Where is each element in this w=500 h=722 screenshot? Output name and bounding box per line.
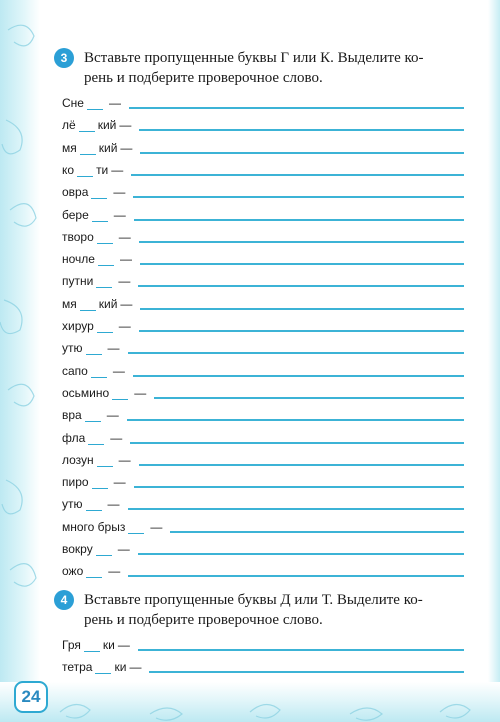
task3-row	[62, 311, 464, 333]
task-3-header	[54, 48, 474, 88]
dash: —	[119, 252, 132, 267]
dash: —	[117, 542, 130, 556]
word-part-before: мя	[62, 296, 77, 311]
task3-row	[62, 88, 464, 110]
task3-row	[62, 400, 464, 422]
missing-letter-blank[interactable]	[91, 187, 107, 199]
answer-line[interactable]	[139, 327, 464, 332]
missing-letter-blank[interactable]	[91, 366, 107, 378]
dash: —	[117, 638, 130, 652]
word-part-before: фла	[62, 430, 86, 445]
dash: —	[107, 341, 120, 356]
dash: —	[118, 229, 131, 244]
dash: —	[118, 274, 131, 289]
answer-line[interactable]	[134, 483, 464, 488]
dash: —	[111, 162, 124, 177]
answer-line[interactable]	[140, 260, 464, 265]
missing-letter-blank[interactable]	[87, 98, 103, 110]
answer-line[interactable]	[134, 216, 464, 221]
answer-line[interactable]	[131, 171, 464, 176]
word-part-before: овра	[62, 185, 89, 200]
dash: —	[113, 207, 126, 222]
task-3-instruction-line-2: рень и подберите проверочное слово.	[84, 70, 323, 86]
task3-row	[62, 378, 464, 400]
missing-letter-blank[interactable]	[80, 143, 96, 155]
word-part-before: вокру	[62, 542, 93, 556]
task3-row	[62, 177, 464, 199]
task3-row	[62, 266, 464, 288]
word-part-before: путни	[62, 274, 94, 289]
word-part-after: ки	[102, 638, 115, 652]
task3-row	[62, 423, 464, 445]
word-part-before: ночле	[62, 252, 95, 267]
task-3-instruction-line-1: Вставьте пропущенные буквы Г или К. Выделите ко-	[84, 50, 424, 66]
answer-line[interactable]	[139, 238, 464, 243]
word-part-before: Гря	[62, 638, 81, 652]
missing-letter-blank[interactable]	[97, 232, 113, 244]
task3-row	[62, 200, 464, 222]
missing-letter-blank[interactable]	[128, 522, 144, 534]
dash: —	[113, 185, 126, 200]
dash: —	[118, 319, 131, 333]
word-part-before: ожо	[62, 564, 84, 579]
missing-letter-blank[interactable]	[80, 299, 96, 311]
dash: —	[129, 660, 142, 674]
task3-row	[62, 356, 464, 378]
missing-letter-blank[interactable]	[88, 433, 104, 445]
dash: —	[119, 118, 132, 133]
task3-row	[62, 244, 464, 266]
task3-row	[62, 467, 464, 489]
word-part-after: кий	[98, 296, 118, 311]
missing-letter-blank[interactable]	[86, 499, 102, 511]
word-part-before: лё	[62, 118, 76, 133]
word-part-before: сапо	[62, 363, 88, 378]
answer-line[interactable]	[140, 149, 464, 154]
word-part-before: вра	[62, 408, 82, 423]
word-part-before: Сне	[62, 96, 84, 110]
task3-row	[62, 222, 464, 244]
answer-line[interactable]	[129, 104, 464, 109]
dash: —	[120, 140, 133, 155]
missing-letter-blank[interactable]	[97, 321, 113, 333]
answer-line[interactable]	[170, 528, 464, 533]
task3-row	[62, 289, 464, 311]
answer-line[interactable]	[133, 372, 464, 377]
missing-letter-blank[interactable]	[96, 276, 112, 288]
answer-line[interactable]	[154, 394, 464, 399]
missing-letter-blank[interactable]	[112, 388, 128, 400]
answer-line[interactable]	[128, 572, 464, 577]
answer-line[interactable]	[128, 349, 465, 354]
task3-row	[62, 512, 464, 534]
missing-letter-blank[interactable]	[96, 544, 112, 556]
dash: —	[118, 452, 131, 467]
answer-line[interactable]	[139, 126, 464, 131]
answer-line[interactable]	[138, 646, 464, 651]
dash: —	[112, 363, 125, 378]
task-4-instruction-line-2: рень и подберите проверочное слово.	[84, 612, 323, 628]
dash: —	[108, 564, 121, 579]
answer-line[interactable]	[138, 282, 464, 287]
missing-letter-blank[interactable]	[95, 662, 111, 674]
dash: —	[113, 475, 126, 490]
page-number: 24	[14, 681, 48, 713]
word-part-before: бере	[62, 207, 89, 222]
word-part-before: мя	[62, 140, 77, 155]
task3-row	[62, 110, 464, 132]
task3-row	[62, 333, 464, 355]
missing-letter-blank[interactable]	[79, 120, 95, 132]
dash: —	[134, 385, 147, 400]
word-part-before: много брыз	[62, 519, 126, 534]
dash: —	[106, 408, 119, 423]
dash: —	[120, 296, 133, 311]
answer-line[interactable]	[133, 193, 464, 198]
word-part-before: утю	[62, 341, 83, 356]
word-part-before: ко	[62, 162, 75, 177]
missing-letter-blank[interactable]	[92, 210, 108, 222]
task-4-header	[54, 590, 474, 630]
answer-line[interactable]	[140, 305, 464, 310]
missing-letter-blank[interactable]	[77, 165, 93, 177]
word-part-before: пиро	[62, 475, 89, 490]
missing-letter-blank[interactable]	[86, 343, 102, 355]
task-number-badge: 3	[54, 48, 74, 68]
task-4-instruction-line-1: Вставьте пропущенные буквы Д или Т. Выделите ко-	[84, 592, 423, 608]
task3-row	[62, 445, 464, 467]
answer-line[interactable]	[130, 439, 464, 444]
missing-letter-blank[interactable]	[86, 566, 102, 578]
word-part-after: кий	[98, 140, 118, 155]
dash: —	[107, 497, 120, 512]
word-part-after: кий	[97, 118, 117, 133]
task3-row	[62, 133, 464, 155]
task4-row	[62, 652, 464, 674]
answer-line[interactable]	[138, 550, 464, 555]
missing-letter-blank[interactable]	[92, 477, 108, 489]
missing-letter-blank[interactable]	[84, 640, 100, 652]
answer-line[interactable]	[127, 416, 464, 421]
answer-line[interactable]	[149, 668, 464, 673]
task-number-badge: 4	[54, 590, 74, 610]
word-part-before: осьмино	[62, 385, 110, 400]
word-part-before: творо	[62, 229, 94, 244]
dash: —	[108, 96, 121, 110]
missing-letter-blank[interactable]	[85, 410, 101, 422]
task4-row	[62, 630, 464, 652]
answer-line[interactable]	[139, 461, 464, 466]
task3-row	[62, 155, 464, 177]
answer-line[interactable]	[128, 505, 465, 510]
word-part-after: ти	[96, 162, 109, 177]
dash: —	[150, 519, 163, 534]
word-part-before: лозун	[62, 452, 94, 467]
task3-row	[62, 556, 464, 578]
task3-row	[62, 534, 464, 556]
word-part-before: утю	[62, 497, 83, 512]
missing-letter-blank[interactable]	[97, 455, 113, 467]
word-part-after: ки	[114, 660, 127, 674]
task3-row	[62, 489, 464, 511]
word-part-before: тетра	[62, 660, 93, 674]
dash: —	[110, 430, 123, 445]
word-part-before: хирур	[62, 319, 94, 333]
missing-letter-blank[interactable]	[98, 254, 114, 266]
